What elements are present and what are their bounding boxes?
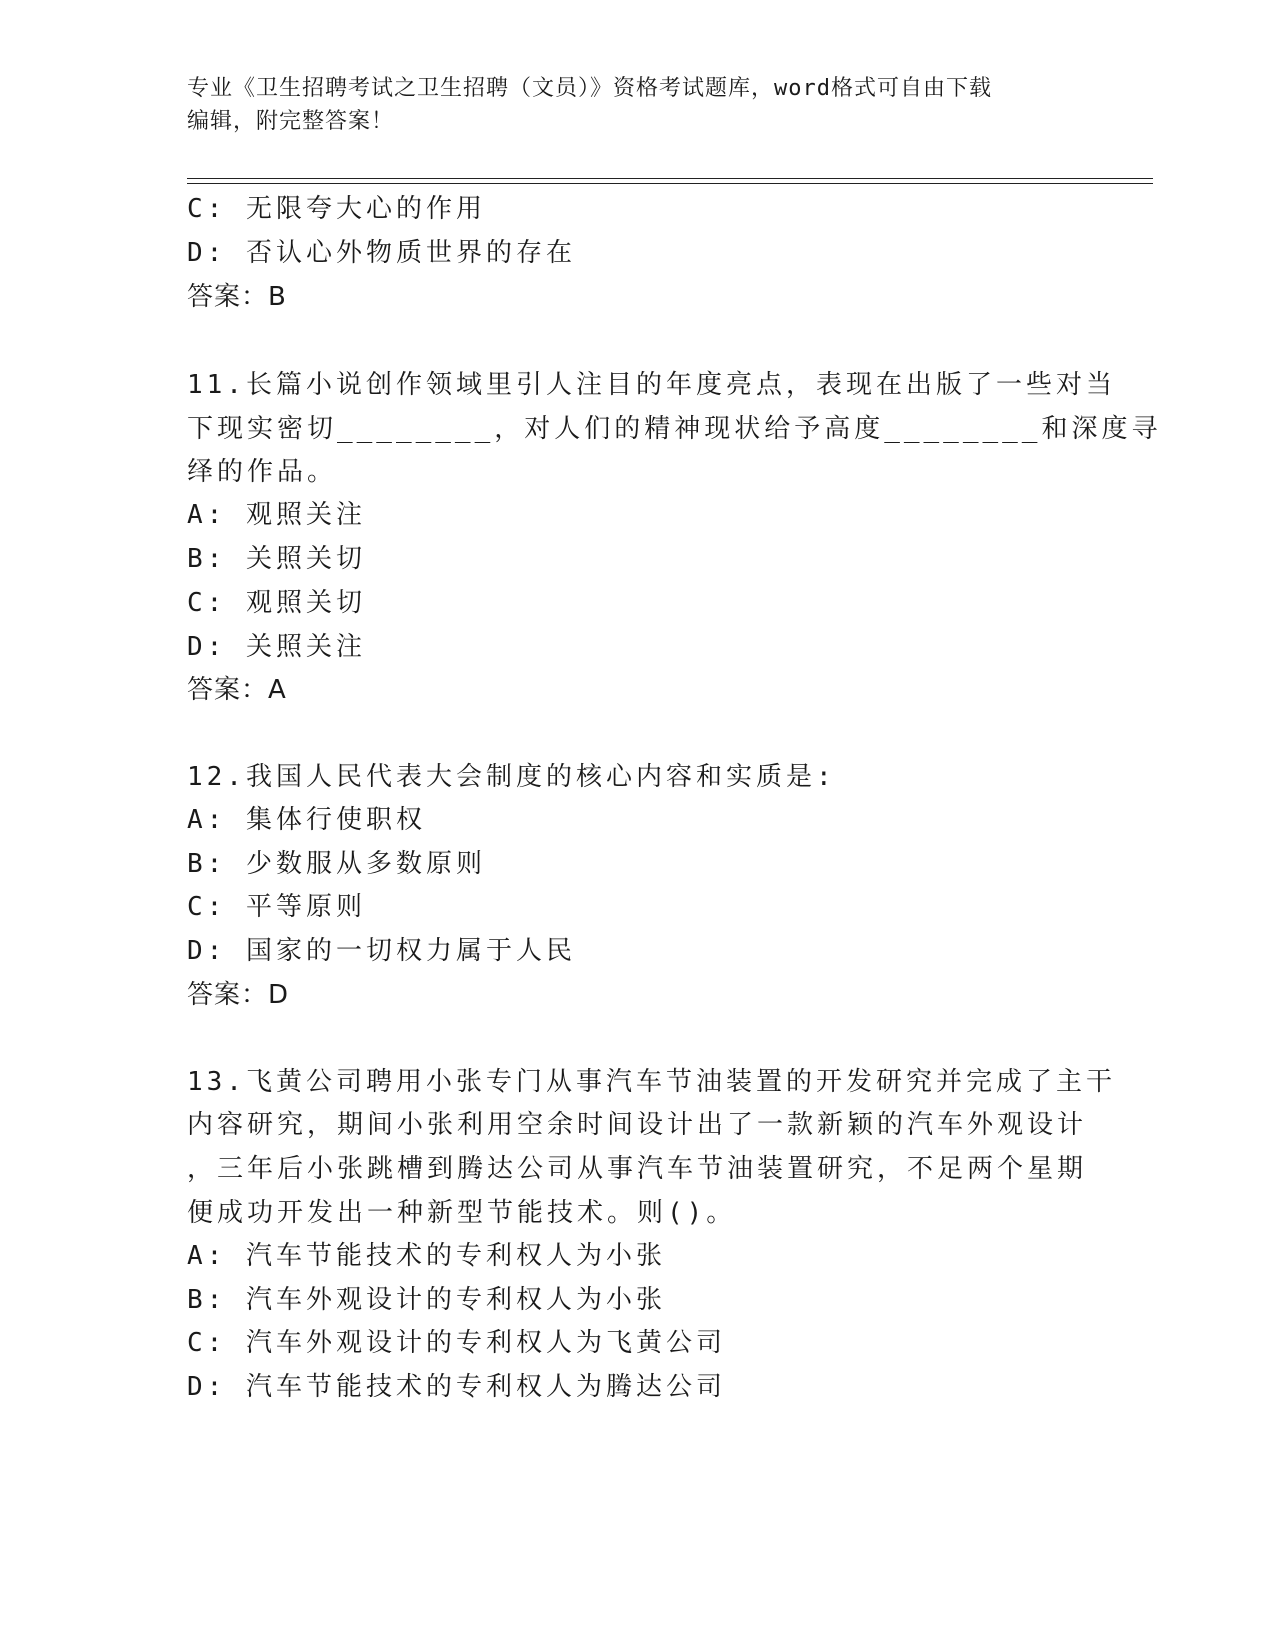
q12-answer: 答案：D — [187, 980, 290, 1010]
q11-option-a: A: 观照关注 — [187, 500, 366, 530]
q11-stem-line-3: 绎的作品。 — [187, 457, 338, 487]
header-line-1: 专业《卫生招聘考试之卫生招聘（文员）》资格考试题库，word格式可自由下载 — [187, 76, 992, 101]
q13-option-c: C: 汽车外观设计的专利权人为飞黄公司 — [187, 1328, 726, 1358]
q11-option-c: C: 观照关切 — [187, 588, 366, 618]
q11-stem-line-1: 11.长篇小说创作领域里引人注目的年度亮点，表现在出版了一些对当 — [187, 370, 1116, 400]
q13-option-a: A: 汽车节能技术的专利权人为小张 — [187, 1241, 666, 1271]
header-divider-top — [187, 178, 1153, 179]
q11-option-b: B: 关照关切 — [187, 544, 366, 574]
q12-option-d: D: 国家的一切权力属于人民 — [187, 936, 576, 966]
q12-stem-line-1: 12.我国人民代表大会制度的核心内容和实质是: — [187, 762, 836, 792]
q10-option-d: D: 否认心外物质世界的存在 — [187, 238, 576, 268]
q10-option-c: C: 无限夸大心的作用 — [187, 194, 486, 224]
document-header — [187, 72, 1087, 138]
q13-stem-line-2: 内容研究，期间小张利用空余时间设计出了一款新颖的汽车外观设计 — [187, 1110, 1088, 1140]
q11-option-d: D: 关照关注 — [187, 632, 366, 662]
q11-answer: 答案：A — [187, 675, 287, 705]
q12-option-b: B: 少数服从多数原则 — [187, 849, 486, 879]
q13-stem-line-4: 便成功开发出一种新型节能技术。则()。 — [187, 1198, 737, 1228]
q11-stem-line-2: 下现实密切________，对人们的精神现状给予高度________和深度寻 — [187, 414, 1162, 444]
q12-option-a: A: 集体行使职权 — [187, 805, 426, 835]
q10-answer: 答案：B — [187, 282, 287, 312]
header-divider-bottom — [187, 183, 1153, 184]
q13-option-d: D: 汽车节能技术的专利权人为腾达公司 — [187, 1372, 726, 1402]
q13-stem-line-1: 13.飞黄公司聘用小张专门从事汽车节油装置的开发研究并完成了主干 — [187, 1067, 1116, 1097]
header-line-2: 编辑，附完整答案！ — [187, 109, 395, 134]
q12-option-c: C: 平等原则 — [187, 892, 366, 922]
q13-option-b: B: 汽车外观设计的专利权人为小张 — [187, 1285, 666, 1315]
q13-stem-line-3: ，三年后小张跳槽到腾达公司从事汽车节油装置研究，不足两个星期 — [187, 1154, 1088, 1184]
